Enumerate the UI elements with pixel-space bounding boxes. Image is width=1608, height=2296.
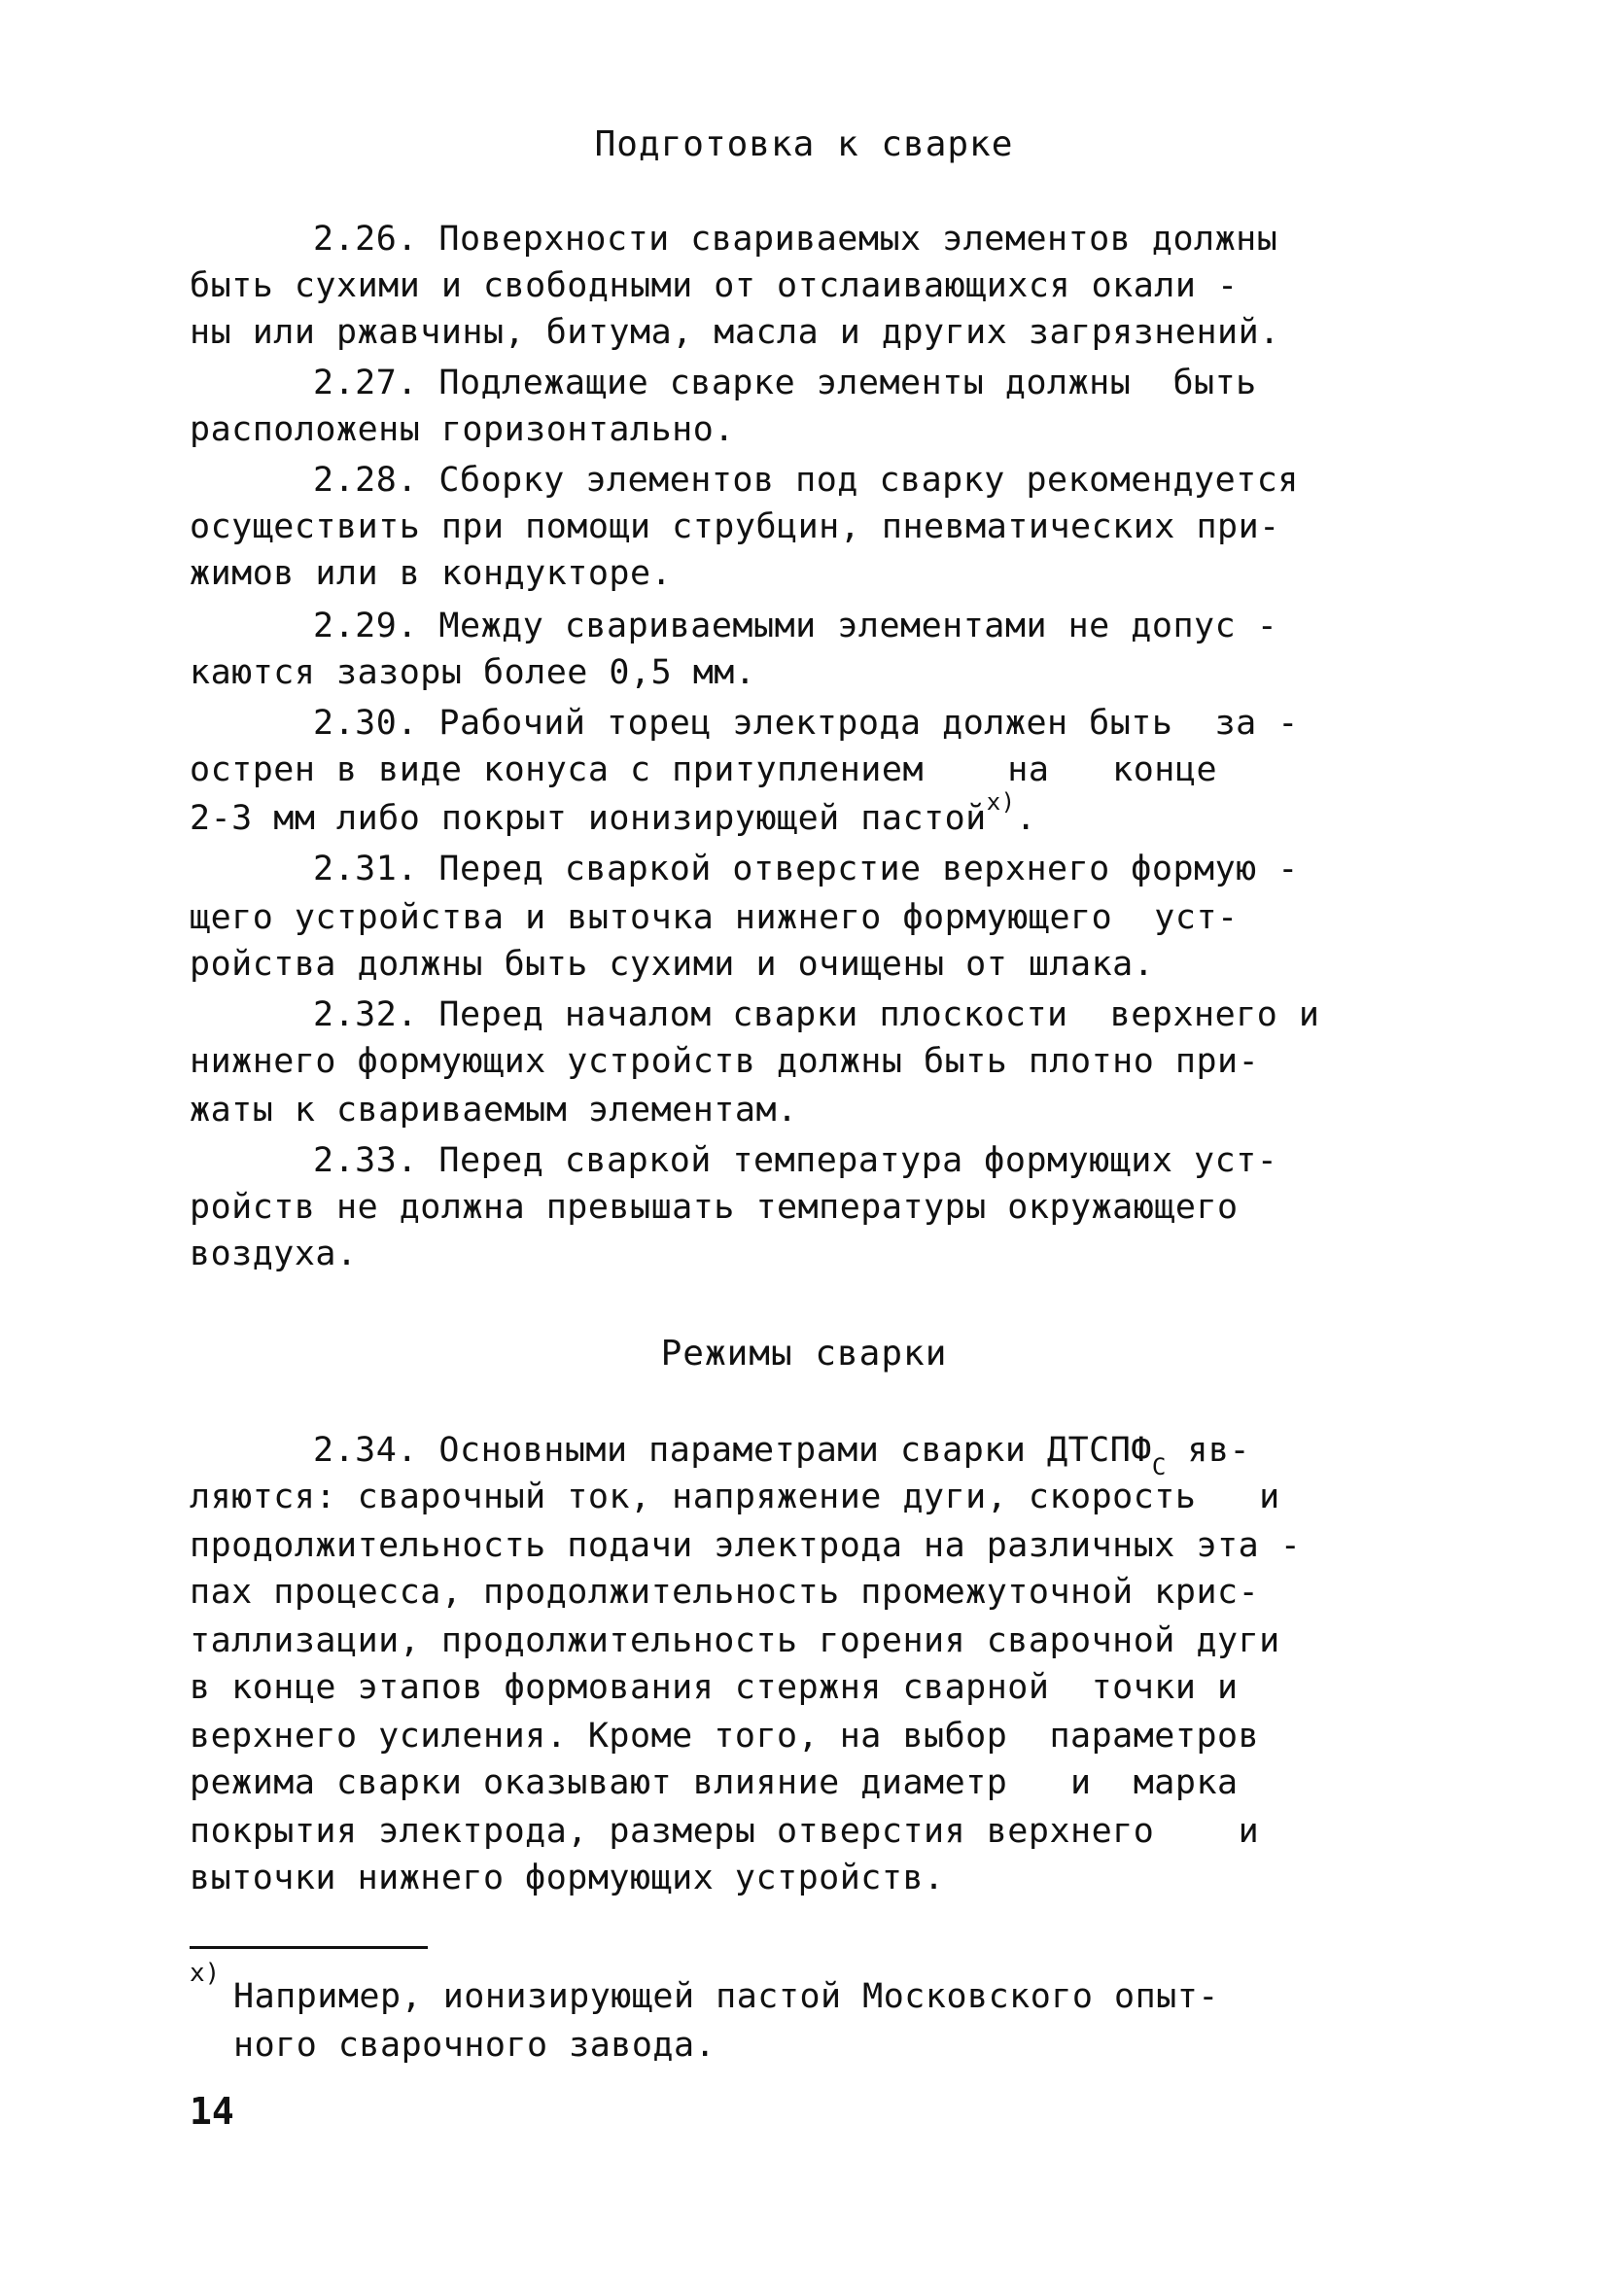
paragraph-2-34-line-2: ляются: сварочный ток, напряжение дуги, скорость и [190,1478,1280,1516]
paragraph-2-32-line-2: нижнего формующих устройств должны быть плотно при- [190,1042,1260,1081]
paragraph-2-30-line-2: острен в виде конуса с притуплением на конце [190,750,1218,789]
paragraph-2-26-line-2: быть сухими и свободными от отслаивающихся окали - [190,266,1239,305]
paragraph-2-30-line-3-end: . [1015,799,1037,838]
paragraph-2-30-line-1: 2.30. Рабочий торец электрода должен быть за - [313,704,1299,743]
section-heading-welding-modes: Режимы сварки [660,1334,948,1374]
paragraph-2-28-line-1: 2.28. Сборку элементов под сварку рекомендуется [313,461,1299,500]
paragraph-2-33-line-3: воздуха. [190,1235,358,1273]
paragraph-2-29-line-2: каются зазоры более 0,5 мм. [190,653,756,692]
paragraph-2-26-line-1: 2.26. Поверхности свариваемых элементов должны [313,220,1278,259]
page-number: 14 [190,2090,234,2133]
paragraph-2-34-line-7: верхнего усиления. Кроме того, на выбор параметров [190,1717,1260,1756]
paragraph-2-31-line-1: 2.31. Перед сваркой отверстие верхнего формую - [313,850,1299,888]
footnote-reference-mark: x) [986,788,1016,816]
paragraph-2-34-line-10: выточки нижнего формующих устройств. [190,1859,945,1897]
paragraph-2-27-line-1: 2.27. Подлежащие сварке элементы должны быть [313,364,1257,402]
paragraph-2-28-line-3: жимов или в кондукторе. [190,554,673,593]
paragraph-2-26-line-3: ны или ржавчины, битума, масла и других загрязнений. [190,313,1280,352]
paragraph-2-31-line-2: щего устройства и выточка нижнего формующего уст- [190,898,1239,937]
footnote-line-2: ного сварочного завода. [233,2026,717,2065]
paragraph-2-27-line-2: расположены горизонтально. [190,410,735,449]
paragraph-2-34-line-1 [313,1427,1431,1480]
paragraph-2-34-line-1-text: 2.34. Основными параметрами сварки ДТСПФ [313,1431,1152,1470]
paragraph-2-30-line-3 [190,788,1434,845]
paragraph-2-31-line-3: ройства должны быть сухими и очищены от шлака. [190,945,1155,984]
paragraph-2-30-line-3-text: 2-3 мм либо покрыт ионизирующей пастой [190,799,987,838]
paragraph-2-34-line-4: пах процесса, продолжительность промежуточной крис- [190,1573,1260,1612]
paragraph-2-32-line-1: 2.32. Перед началом сварки плоскости верхнего и [313,995,1320,1034]
paragraph-2-34-line-3: продолжительность подачи электрода на различных эта - [190,1526,1302,1565]
paragraph-2-34-line-9: покрытия электрода, размеры отверстия верхнего и [190,1812,1260,1851]
footnote-mark: x) [190,1959,221,1988]
section-heading-preparation: Подготовка к сварке [594,124,1014,164]
paragraph-2-34-line-8: режима сварки оказывают влияние диаметр и марка [190,1763,1239,1802]
paragraph-2-28-line-2: осуществить при помощи струбцин, пневматических при- [190,507,1280,546]
paragraph-2-34-line-1-end: яв- [1166,1431,1251,1470]
subscript-c: С [1151,1453,1167,1480]
footnote-divider [190,1946,428,1949]
paragraph-2-34-line-6: в конце этапов формования стержня сварной точки и [190,1668,1239,1707]
paragraph-2-29-line-1: 2.29. Между свариваемыми элементами не допус - [313,607,1278,645]
paragraph-2-32-line-3: жаты к свариваемым элементам. [190,1091,798,1130]
paragraph-2-33-line-2: ройств не должна превышать температуры окружающего [190,1188,1239,1227]
paragraph-2-33-line-1: 2.33. Перед сваркой температура формующих уст- [313,1141,1278,1180]
paragraph-2-34-line-5: таллизации, продолжительность горения сварочной дуги [190,1621,1280,1660]
footnote-line-1: Например, ионизирующей пастой Московского опыт- [233,1977,1219,2016]
